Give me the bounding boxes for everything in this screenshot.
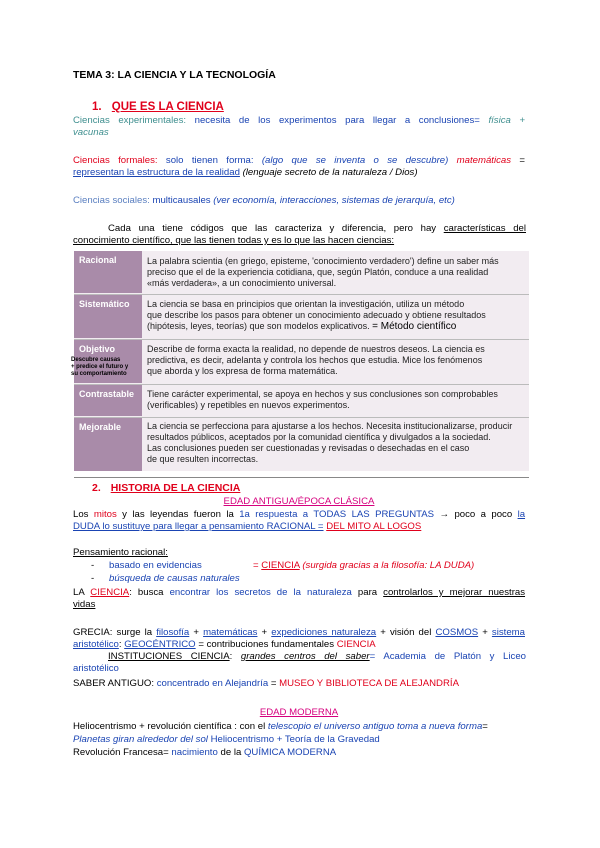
text-line: predictiva, es decir, adelanta y controla los hechos que estudia. Mice los fenómenos [147,355,483,365]
plus: + [482,627,488,638]
birth-text: nacimiento [171,747,218,758]
gravity-text: Heliocentrismo + Teoría de la Gravedad [210,734,380,745]
text-line: que aborda y los expresa de forma matemática. [147,366,338,376]
ciencia-word: CIENCIA [336,639,376,650]
text: y las leyendas fueron la [122,509,234,520]
ciencia-word: CIENCIA [90,587,130,598]
section-divider [74,477,529,478]
text-line: (verificables) y repetibles en nuevos experimentos. [147,400,350,410]
text-line: Las conclusiones pueden ser cuestionadas y revisadas o desechadas en el caso [147,443,470,453]
row-label-racional: Racional [74,251,142,293]
formal-paren: (algo que se inventa o se descubre) [261,155,449,166]
text-line: «más verdadera», a un conocimiento universal. [147,278,337,288]
text-line: La palabra scientia (en griego, episteme, 'conocimiento verdadero') define un saber más [147,256,499,266]
text-line: La ciencia se perfecciona para ajustarse a los hechos. Necesita institucionalizarse, producir [147,421,513,431]
greece-line-2 [73,639,525,651]
bullet-ciencia [253,560,474,572]
page-title: TEMA 3: LA CIENCIA Y LA TECNOLOGÍA [73,69,276,81]
experimental-label: Ciencias experimentales: [73,115,187,126]
doubt-text: DUDA lo sustituye para llegar a pensamiento RACIONAL = [73,521,324,532]
secrets-text: encontrar los secretos de la naturaleza [169,587,352,598]
row-label-mejorable: Mejorable [74,418,142,471]
row-sistematico-text [147,299,525,332]
cosmos: COSMOS [435,627,479,638]
text: + visión del [380,627,432,638]
text-line: preciso que el de la experiencia cotidiana, que, según Platón, conduce a una realidad [147,267,489,277]
label: SABER ANTIGUO: [73,678,155,689]
formal-label: Ciencias formales: [73,155,158,166]
chemistry-text: QUÍMICA MODERNA [243,747,337,758]
bullet-dash: - [91,560,95,571]
intro-underlined: características del [443,223,526,234]
alexandria-text: concentrado en Alejandría [156,678,269,689]
text: de la [220,747,242,758]
experimental-text: necesita de los experimentos para llegar a conclusiones= [194,115,480,126]
intro-line-1 [108,223,526,235]
text: → poco a poco [439,509,513,520]
rational-thought-heading: Pensamiento racional: [73,547,168,558]
museum-text: MUSEO Y BIBLIOTECA DE ALEJANDRÍA [279,678,459,689]
note-line: su comportamiento [71,371,127,377]
colon: : [118,639,122,650]
section-number: 1. [92,101,102,113]
first-answer: 1a respuesta a TODAS LAS PREGUNTAS [239,509,435,520]
text-line: Describe de forma exacta la realidad, no depende de nuestros deseos. La ciencia es [147,344,485,354]
formal-text: solo tienen forma: [165,155,254,166]
intro-text: Cada una tiene códigos que las caracteriza y diferencia, pero hay [108,223,437,234]
bullet-text: búsqueda de causas naturales [109,573,240,584]
formal-paren-2: (lenguaje secreto de la naturaleza / Dios) [242,167,418,178]
row-divider [74,384,529,385]
greece-line-1 [73,627,525,639]
text: = contribuciones fundamentales [198,639,335,650]
social-paren: (ver economía, interacciones, sistemas de jerarquía, etc) [213,195,455,206]
section-title: HISTORIA DE LA CIENCIA [110,482,241,494]
row-objetivo-text [147,344,525,377]
ancient-knowledge-line: SABER ANTIGUO: concentrado en Alejandría = MUSEO Y BIBLIOTECA DE ALEJANDRÍA [73,678,459,689]
era-moderna-heading: EDAD MODERNA [259,707,339,718]
social-label: Ciencias sociales: [73,195,150,206]
row-divider [74,339,529,340]
text-line: (hipótesis, leyes, teorías) que son modelos explicativos. [147,321,370,331]
institutions-line-2: aristotélico [73,663,119,674]
text: : busca [129,587,164,598]
row-label-contrastable: Contrastable [74,385,142,416]
text: Los [73,509,89,520]
intro-line-2: conocimiento científico, que las tienen todas y es lo que las hacen ciencias: [73,235,395,246]
philosophy: filosofía [156,627,190,638]
formal-math: matemáticas [456,155,512,166]
bullet-text: basado en evidencias [109,560,202,571]
section-title: QUE ES LA CIENCIA [111,101,224,113]
system: sistema [491,627,525,638]
math: matemáticas [203,627,258,638]
label: Revolución Francesa= [73,747,169,758]
era-antigua-heading: EDAD ANTIGUA/ÉPOCA CLÁSICA [223,496,375,507]
french-revolution-line [73,747,525,759]
la-ciencia-line [73,587,525,599]
myth-to-logos: DEL MITO AL LOGOS [326,521,422,532]
geocentric: GEOCÉNTRICO [124,639,196,650]
myth-line-1 [73,509,525,521]
formal-represent: representan la estructura de la realidad [73,167,240,178]
social-text: multicausales [152,195,211,206]
expeditions: expediciones naturaleza [271,627,377,638]
la-ciencia-line-2: vidas [73,599,96,610]
row-label-sistematico: Sistemático [74,295,142,338]
text-line: resultados públicos, aceptados por la comunidad científica y divulgados a la sociedad. [147,432,491,442]
formal-sciences-line [73,155,525,167]
text-line: Tiene carácter experimental, se apoya en hechos y sus conclusiones son comprobables [147,389,498,399]
myths-word: mitos [93,509,117,520]
text: LA [73,587,85,598]
experimental-sciences-line [73,115,525,127]
experimental-example: física + [488,115,525,126]
note-line: + predice el futuro y [71,364,129,370]
formal-sciences-line-2 [73,167,525,179]
row-divider [74,417,529,418]
bullet-dash: - [91,573,95,584]
text: GRECIA: surge la [73,627,153,638]
text-line: La ciencia se basa en principios que orientan la investigación, utiliza un método [147,299,465,309]
experimental-example-2: vacunas [73,127,109,138]
row-label-objetivo: Objetivo [74,340,142,383]
plus: + [261,627,268,638]
telescope-text: telescopio el universo antiguo toma a nueva forma [267,721,483,732]
institutions-line: INSTITUCIONES CIENCIA: grandes centros del saber= Academia de Platón y Liceo [108,651,526,662]
planets-text: Planetas giran alrededor del sol [73,734,208,745]
text: la [517,509,526,520]
row-divider [74,294,529,295]
row-racional-text [147,256,525,289]
ciencia-paren: (surgida gracias a la filosofía: LA DUDA) [302,560,475,571]
note-line: Descubre causas [71,357,121,363]
row-mejorable-text [147,421,525,465]
myth-line-2 [73,521,525,533]
handwritten-note: = Método científico [372,321,457,332]
academy-text: = Academia de Platón y Liceo [369,651,526,662]
ciencia-word: CIENCIA [261,560,300,571]
row-contrastable-text [147,389,525,411]
control-text: controlarlos y mejorar nuestras [383,587,526,598]
section-number: 2. [92,482,101,494]
text: para [357,587,378,598]
text-line: de que resulten incorrectas. [147,454,259,464]
equals: = [253,560,259,571]
text-line: que describe los pasos para obtener un conocimiento adecuado y obtiene resultados [147,310,486,320]
formal-equals: = [519,155,525,166]
section-2-heading [92,482,240,495]
centers-text: grandes centros del saber [240,651,370,662]
social-sciences-line [73,195,525,207]
heliocentrism-line-2 [73,734,525,746]
section-1-heading [92,100,224,114]
text: Heliocentrismo + revolución científica : con el [73,721,266,732]
institutions-label: INSTITUCIONES CIENCIA [108,651,230,662]
margin-note [71,357,145,378]
aristotelian: aristotélico [73,639,119,650]
characteristics-table [71,251,529,471]
heliocentrism-line-1: Heliocentrismo + revolución científica : con el telescopio el universo antiguo toma a nueva forma= [73,721,488,732]
plus: + [193,627,199,638]
